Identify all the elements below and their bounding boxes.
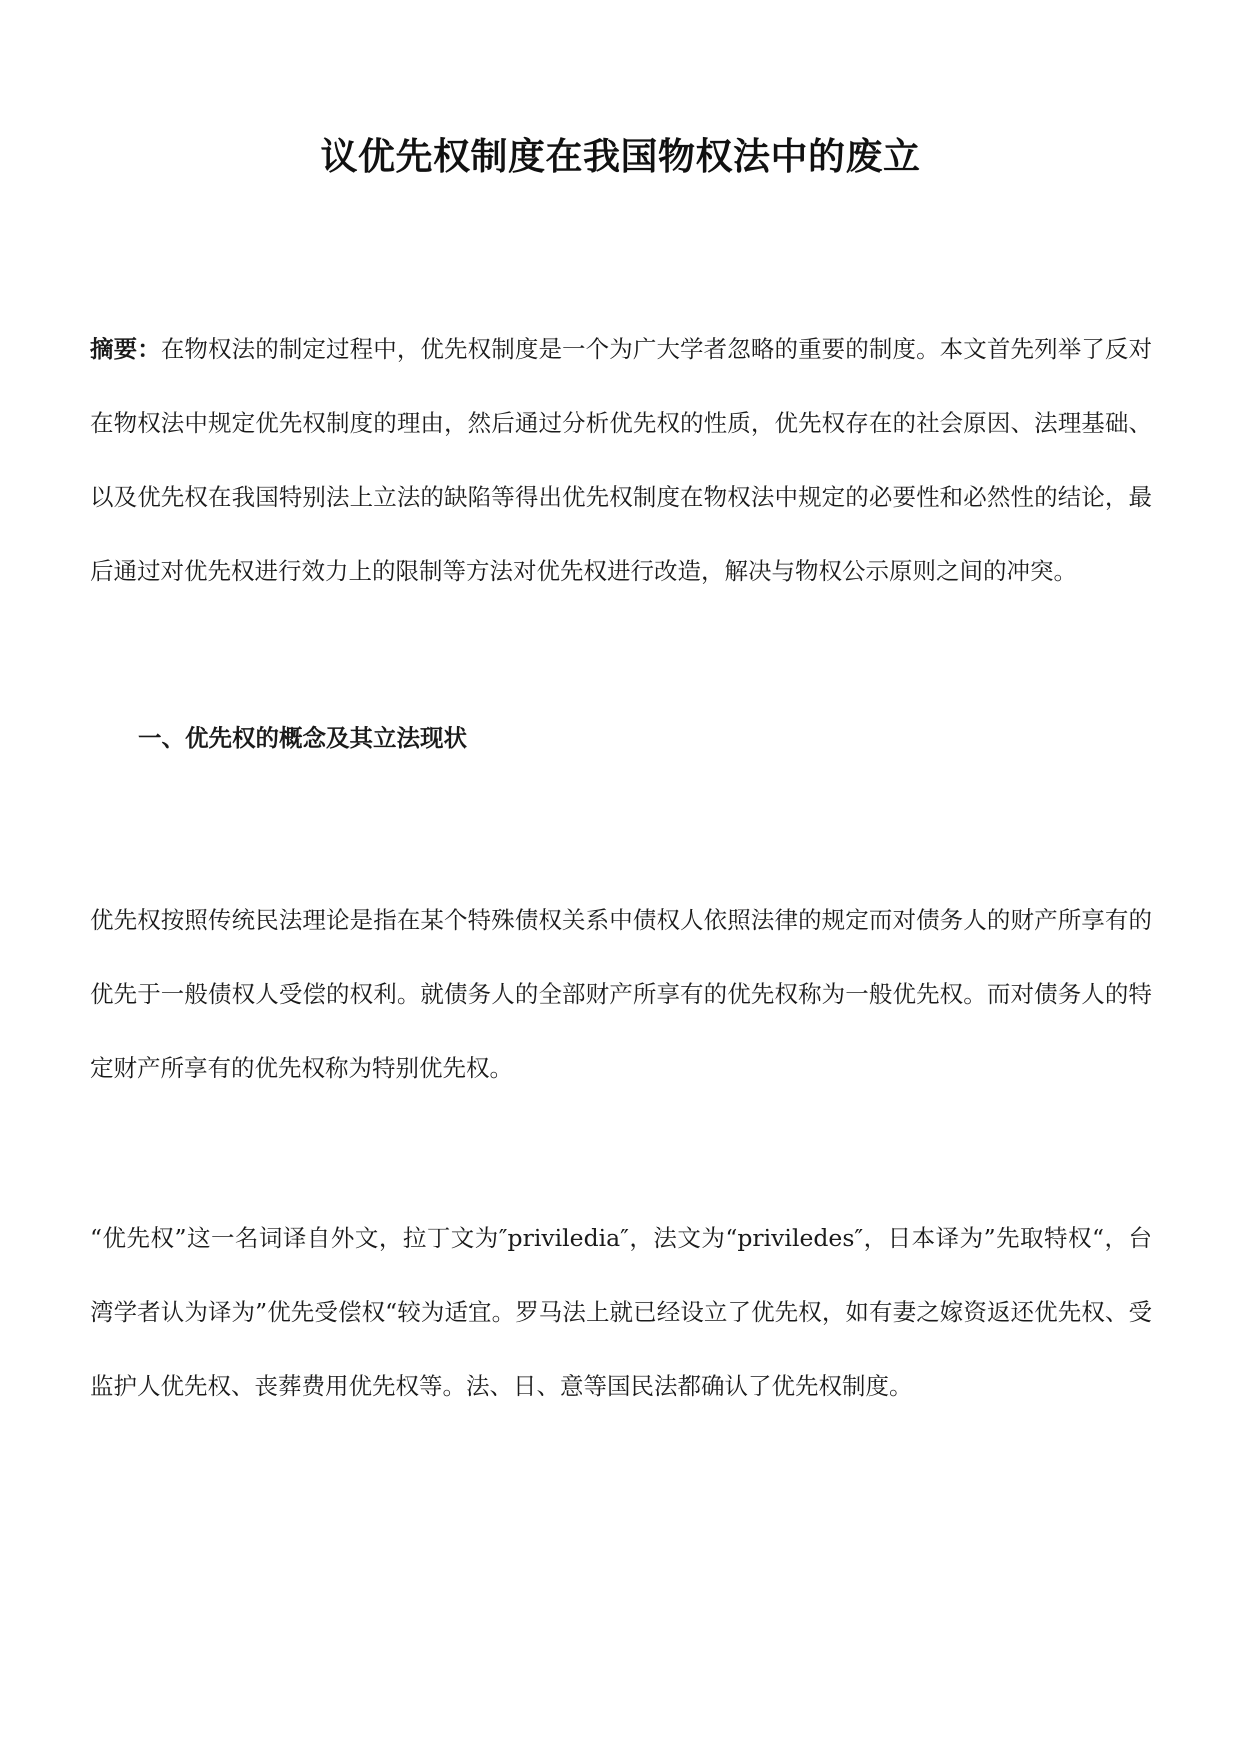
abstract-text: 在物权法的制定过程中，优先权制度是一个为广大学者忽略的重要的制度。本文首先列举了反对在物权法中规定优先权制度的理由，然后通过分析优先权的性质，优先权存在的社会原因、法理基础、以及优先权在我国特别法上立法的缺陷等得出优先权制度在物权法中规定的必要性和必然性的结论，最后通过对优先权进行效力上的限制等方法对优先权进行改造，解决与物权公示原则之间的冲突。 (90, 335, 1153, 585)
section-heading: 一、优先权的概念及其立法现状 (138, 724, 467, 752)
document-title: 议优先权制度在我国物权法中的废立 (320, 135, 921, 178)
body-paragraph-definition: 优先权按照传统民法理论是指在某个特殊债权关系中债权人依照法律的规定而对债务人的财产所享有的优先于一般债权人受偿的权利。就债务人的全部财产所享有的优先权称为一般优先权。而对债务人的特定财产所享有的优先权称为特别优先权。 (90, 906, 1152, 1082)
abstract-paragraph (90, 312, 1152, 608)
abstract-label: 摘要： (90, 335, 161, 363)
body-paragraph-etymology: “优先权”这一名词译自外文，拉丁文为″priviledia″，法文为“priviledes″，日本译为”先取特权“，台湾学者认为译为”优先受偿权“较为适宜。罗马法上就已经设立了优先权，如有妻之嫁资返还优先权、受监护人优先权、丧葬费用优先权等。法、日、意等国民法都确认了优先权制度。 (90, 1224, 1152, 1400)
